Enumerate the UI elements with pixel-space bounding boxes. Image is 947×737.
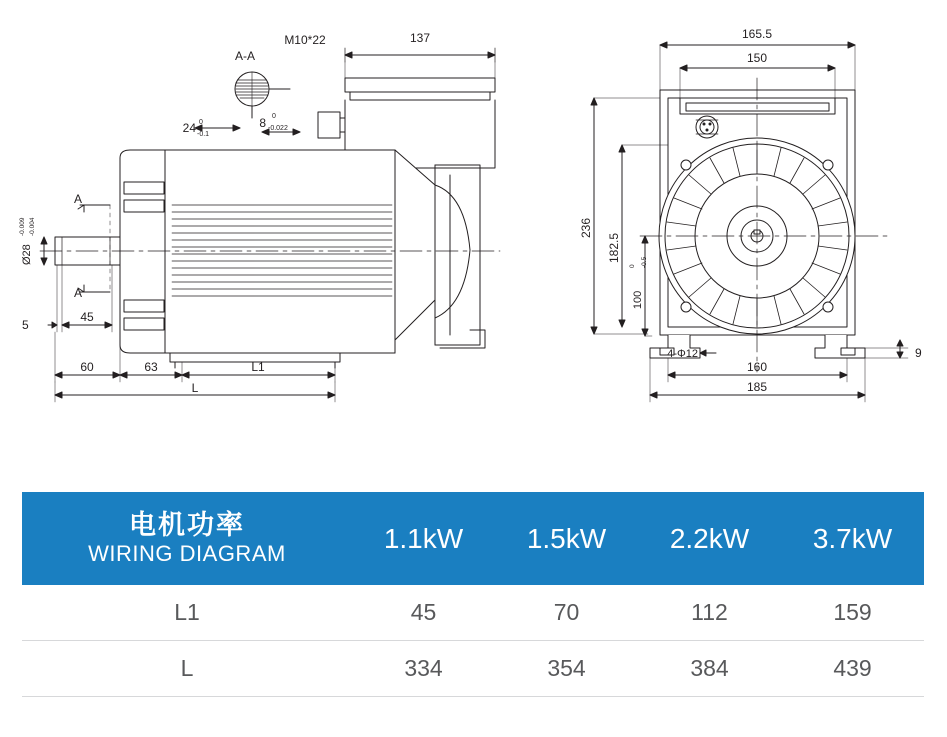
label-shaft-dia-tol-lower: -0.004 <box>29 217 36 236</box>
row-value: 45 <box>352 585 495 641</box>
row-value: 334 <box>352 641 495 697</box>
header-power-1 <box>352 492 495 585</box>
row-value: 439 <box>781 641 924 697</box>
label-dim-24: 24 <box>182 121 196 135</box>
header-label-cn: 电机功率 <box>129 509 245 540</box>
label-dim-100-tol-upper: 0 <box>629 264 636 268</box>
header-power-2 <box>495 492 638 585</box>
side-view-group <box>40 48 500 402</box>
row-value: 70 <box>495 585 638 641</box>
header-power-1-label: 1.1kW <box>383 522 464 554</box>
label-dim-63: 63 <box>144 360 158 374</box>
label-dim-150: 150 <box>746 51 768 65</box>
label-dim-236: 236 <box>579 217 593 239</box>
label-dim-8: 8 <box>259 116 266 130</box>
label-bolt-spec: M10*22 <box>284 33 326 47</box>
motor-power-spec-table <box>22 492 924 697</box>
row-label: L1 <box>22 585 352 641</box>
label-dim-185: 185 <box>746 380 768 394</box>
front-view-group <box>591 42 908 402</box>
table-row <box>22 585 924 641</box>
label-shaft-dia-tol-upper: -0.009 <box>19 217 26 236</box>
label-dim-137: 137 <box>409 31 431 45</box>
row-value: 112 <box>638 585 781 641</box>
table-header-row <box>22 492 924 585</box>
label-dim-60: 60 <box>80 360 94 374</box>
row-value: 354 <box>495 641 638 697</box>
table-row <box>22 641 924 697</box>
label-dim-9: 9 <box>915 346 922 360</box>
header-label-cell <box>22 492 352 585</box>
label-dim-100: 100 <box>632 290 644 310</box>
label-dim-45: 45 <box>80 310 94 324</box>
label-dim-L: L <box>191 381 199 395</box>
label-dim-24-tol-lower: -0.1 <box>197 131 210 138</box>
table-body <box>22 585 924 697</box>
header-power-4 <box>781 492 924 585</box>
header-label-en: WIRING DIAGRAM <box>88 540 286 566</box>
label-mount-holes: 4-Φ12 <box>667 348 698 360</box>
label-section-aa-top: A-A <box>234 49 256 63</box>
header-power-3 <box>638 492 781 585</box>
label-shaft-dia: Ø28 <box>21 244 33 265</box>
label-dim-8-tol-upper: 0 <box>272 113 276 120</box>
header-power-2-label: 1.5kW <box>526 522 607 554</box>
row-value: 384 <box>638 641 781 697</box>
label-dim-8-tol-lower: -0.022 <box>268 125 288 132</box>
label-dim-L1: L1 <box>251 360 265 374</box>
label-dim-24-tol-upper: 0 <box>199 119 203 126</box>
label-dim-165-5: 165.5 <box>741 27 773 41</box>
row-value: 159 <box>781 585 924 641</box>
label-section-a-upper: A <box>74 192 83 206</box>
header-power-3-label: 2.2kW <box>669 522 750 554</box>
label-section-a-lower: A <box>74 286 83 300</box>
row-label: L <box>22 641 352 697</box>
header-power-4-label: 3.7kW <box>812 522 893 554</box>
label-dim-160: 160 <box>746 360 768 374</box>
label-dim-182-5: 182.5 <box>607 232 621 264</box>
label-dim-5: 5 <box>22 318 29 332</box>
table-header <box>22 492 924 585</box>
label-dim-100-tol-lower: -0.5 <box>641 256 648 268</box>
